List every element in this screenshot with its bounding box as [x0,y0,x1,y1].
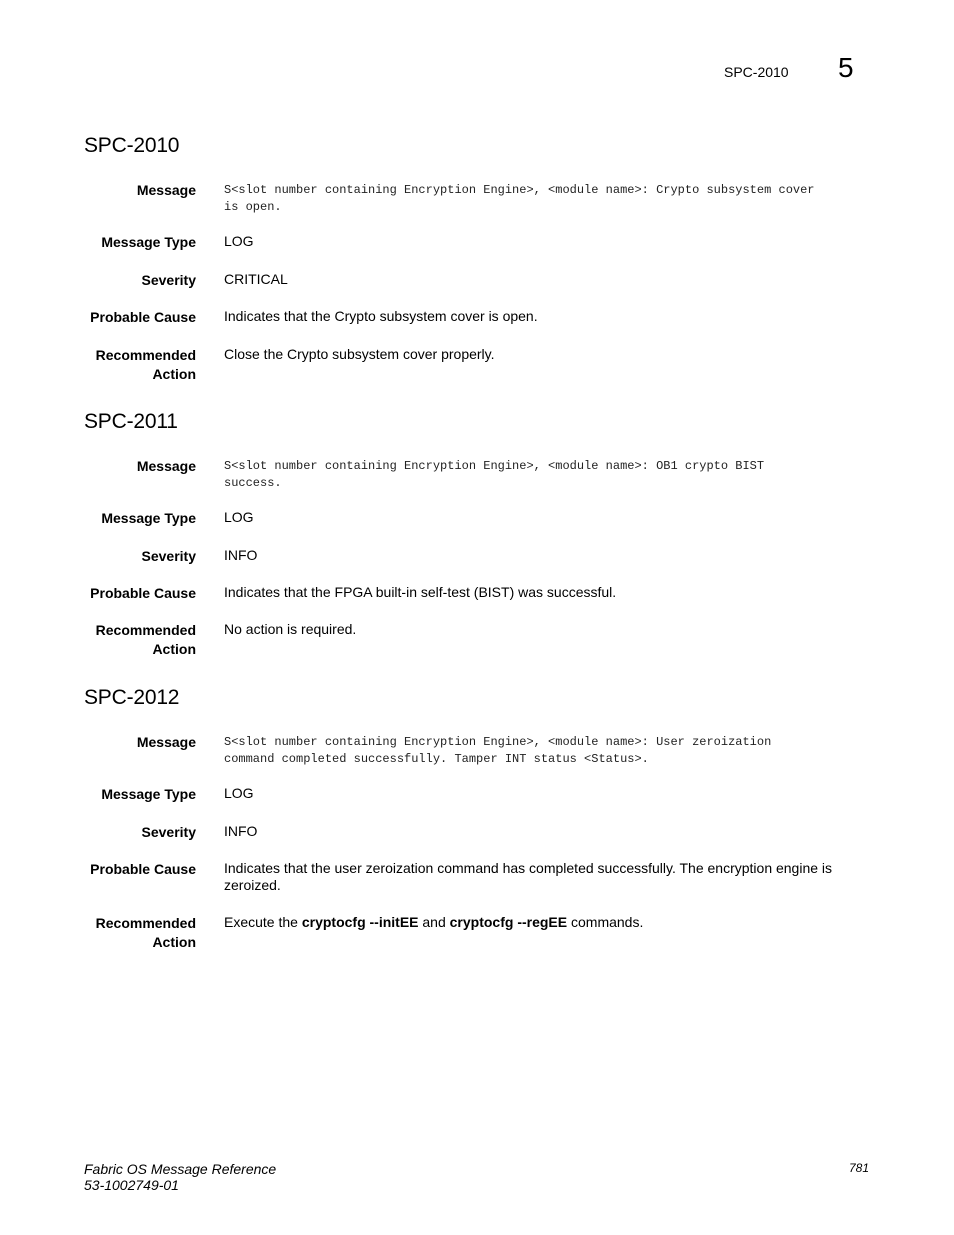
command-regee: cryptocfg --regEE [449,914,568,930]
message-label: Message [136,458,196,474]
message-label: Message [136,734,196,750]
command-initee: cryptocfg --initEE [301,914,419,930]
message-text [224,458,864,492]
probable-cause-value: Indicates that the Crypto subsystem cover is open. [224,308,538,324]
action-text: commands. [567,914,644,930]
probable-cause-value [224,860,864,894]
action-text: and [418,914,450,930]
recommended-action-value: Close the Crypto subsystem cover properly. [224,346,495,362]
action-text: Execute the [224,914,302,930]
footer-page-number: 781 [849,1161,870,1175]
message-type-value: LOG [224,785,254,801]
message-line: command completed successfully. Tamper INT status <Status>. [224,752,649,766]
cause-line: Indicates that the user zeroization command has completed successfully. The encryption engine is [224,860,833,876]
label-line: Recommended [95,915,196,931]
section-title-spc-2011: SPC-2011 [84,410,178,433]
severity-value: INFO [224,547,258,563]
severity-label: Severity [141,824,196,840]
probable-cause-label: Probable Cause [90,309,196,325]
message-line: S<slot number containing Encryption Engine>, <module name>: User zeroization [224,735,772,749]
message-type-value: LOG [224,509,254,525]
severity-label: Severity [141,272,196,288]
section-title-spc-2010: SPC-2010 [84,134,180,157]
recommended-action-value [224,914,864,931]
severity-value: INFO [224,823,258,839]
probable-cause-label: Probable Cause [90,861,196,877]
message-type-label: Message Type [101,234,196,250]
message-line: S<slot number containing Encryption Engine>, <module name>: OB1 crypto BIST [224,459,765,473]
running-header-title: SPC-2010 [724,64,789,80]
recommended-action-label [56,621,196,659]
message-label: Message [136,182,196,198]
footer-doc-number: 53-1002749-01 [84,1177,179,1193]
footer-book-title: Fabric OS Message Reference [84,1161,277,1177]
recommended-action-value: No action is required. [224,621,357,637]
label-line: Recommended [95,347,196,363]
footer-book-info [84,1161,276,1193]
message-line: S<slot number containing Encryption Engine>, <module name>: Crypto subsystem cover [224,183,815,197]
message-line: success. [224,476,282,490]
message-line: is open. [224,200,282,214]
recommended-action-label [56,914,196,952]
probable-cause-label: Probable Cause [90,585,196,601]
section-title-spc-2012: SPC-2012 [84,686,180,709]
severity-label: Severity [141,548,196,564]
message-type-label: Message Type [101,786,196,802]
chapter-number: 5 [838,52,854,83]
probable-cause-value: Indicates that the FPGA built-in self-test (BIST) was successful. [224,584,617,600]
label-line: Action [152,366,196,382]
message-text [224,734,864,768]
severity-value: CRITICAL [224,271,288,287]
message-type-value: LOG [224,233,254,249]
label-line: Recommended [95,622,196,638]
cause-line: zeroized. [224,877,281,893]
recommended-action-label [56,346,196,384]
message-type-label: Message Type [101,510,196,526]
message-text [224,182,864,216]
label-line: Action [152,934,196,950]
label-line: Action [152,641,196,657]
